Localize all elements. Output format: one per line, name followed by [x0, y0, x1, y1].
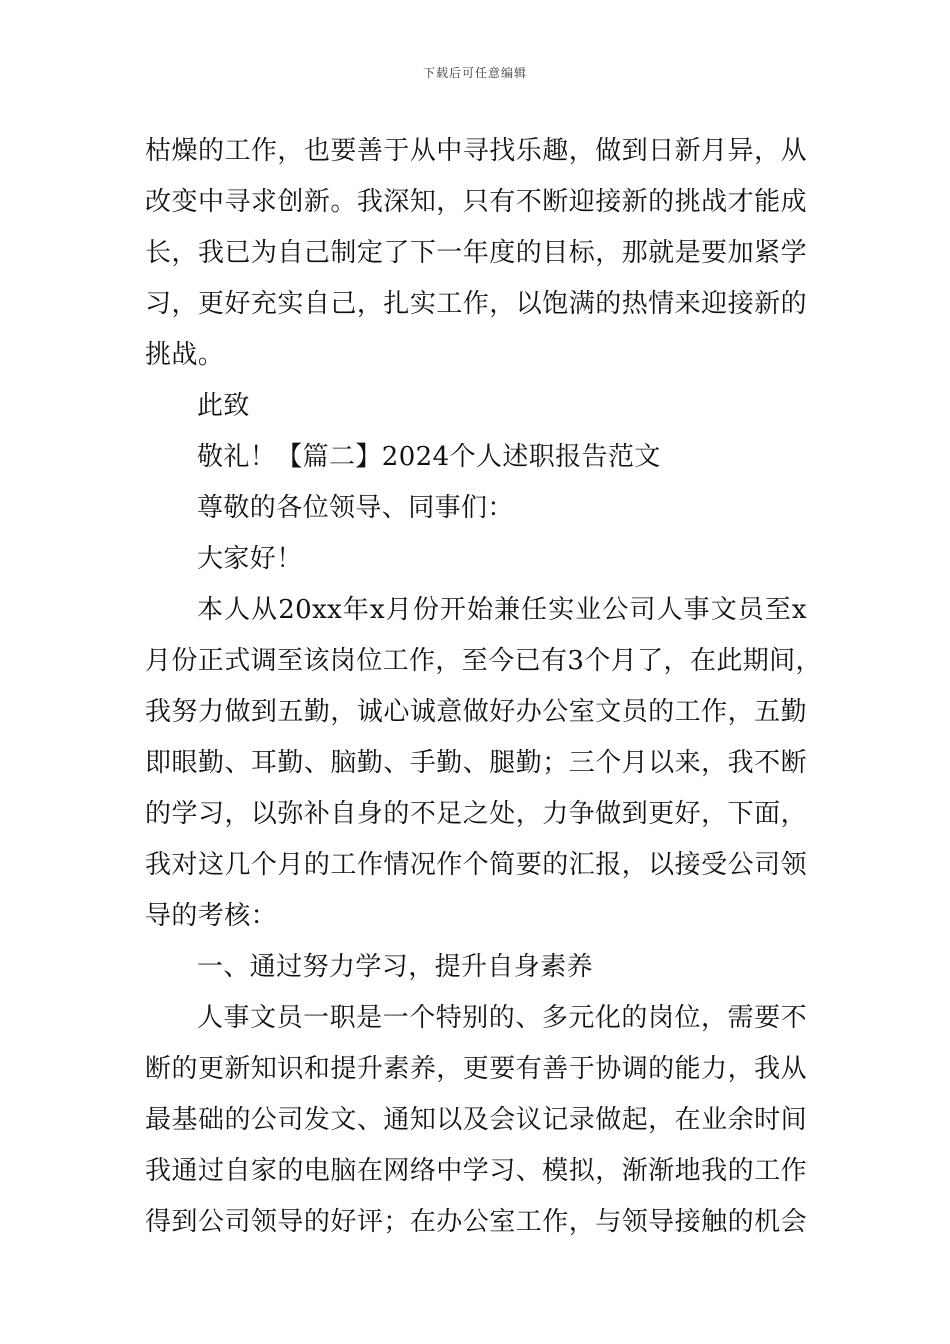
text-line: 人事文员一职是一个特别的、多元化的岗位，需要不 [197, 1003, 807, 1033]
text-line: 即眼勤、耳勤、脑勤、手勤、腿勤；三个月以来，我不断 [145, 748, 807, 778]
text-line: 长，我已为自己制定了下一年度的目标，那就是要加紧学 [145, 238, 807, 268]
text-line: 导的考核： [145, 901, 278, 931]
text-line: 我努力做到五勤，诚心诚意做好办公室文员的工作，五勤 [145, 697, 807, 727]
salutation-line: 此致 [197, 391, 250, 421]
greeting-line: 大家好！ [197, 544, 303, 574]
document-body [145, 126, 822, 1248]
text-line: 的学习，以弥补自身的不足之处，力争做到更好，下面， [145, 799, 807, 829]
text-line: 枯燥的工作，也要善于从中寻找乐趣，做到日新月异，从 [145, 136, 807, 166]
text-line: 本人从20xx年x月份开始兼任实业公司人事文员至x [197, 595, 807, 625]
text-line: 习，更好充实自己，扎实工作，以饱满的热情来迎接新的 [145, 289, 807, 319]
text-line: 我通过自家的电脑在网络中学习、模拟，渐渐地我的工作 [145, 1156, 807, 1186]
text-line: 我对这几个月的工作情况作个简要的汇报，以接受公司领 [145, 850, 807, 880]
text-line: 得到公司领导的好评；在办公室工作，与领导接触的机会 [145, 1207, 807, 1237]
greeting-line: 尊敬的各位领导、同事们： [197, 493, 514, 523]
text-line: 改变中寻求创新。我深知，只有不断迎接新的挑战才能成 [145, 187, 807, 217]
text-line: 挑战。 [145, 340, 225, 370]
page-header: 下载后可任意编辑 [422, 66, 527, 80]
text-line: 断的更新知识和提升素养，更要有善于协调的能力，我从 [145, 1054, 807, 1084]
text-line: 月份正式调至该岗位工作，至今已有3个月了，在此期间， [145, 646, 822, 676]
text-line: 最基础的公司发文、通知以及会议记录做起，在业余时间 [145, 1105, 807, 1135]
subheading-line: 一、通过努力学习，提升自身素养 [197, 952, 594, 982]
section-title-line: 敬礼！【篇二】2024个人述职报告范文 [197, 442, 661, 472]
